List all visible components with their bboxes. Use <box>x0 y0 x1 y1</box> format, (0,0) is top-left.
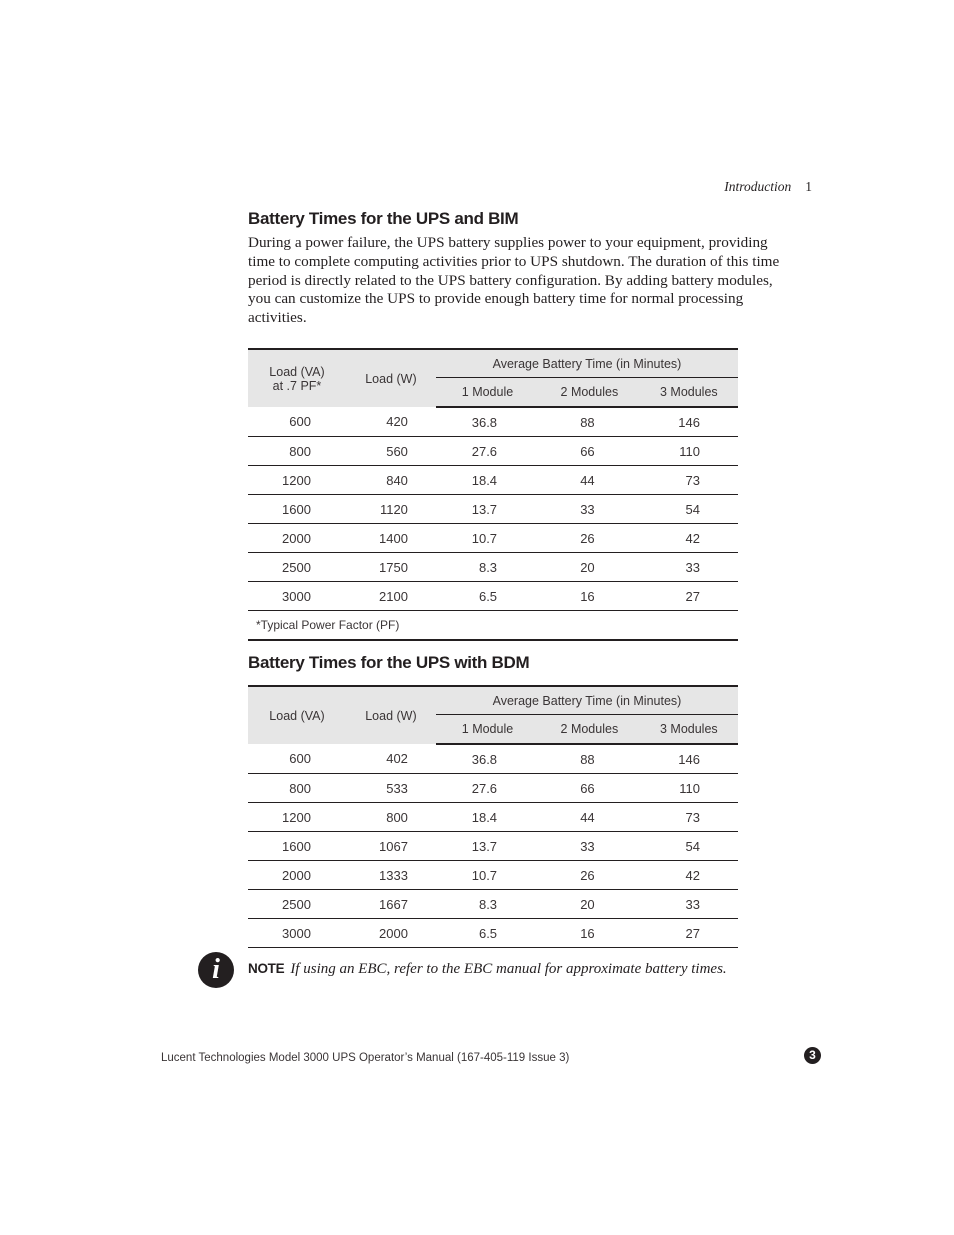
cell-load-w: 420 <box>346 407 436 437</box>
table-row <box>248 437 738 466</box>
cell-2-modules: 44 <box>539 803 640 832</box>
cell-load-va: 2000 <box>248 524 346 553</box>
cell-2-modules: 20 <box>539 890 640 919</box>
section-title-bim: Battery Times for the UPS and BIM <box>248 209 519 228</box>
cell-load-va: 800 <box>248 774 346 803</box>
table-row <box>248 466 738 495</box>
header-load-va: Load (VA) at .7 PF* <box>248 349 346 407</box>
table-row <box>248 803 738 832</box>
cell-2-modules: 44 <box>539 466 640 495</box>
header-average-battery-time: Average Battery Time (in Minutes) <box>436 686 738 715</box>
table-row <box>248 524 738 553</box>
cell-3-modules: 27 <box>640 582 738 611</box>
page-number: 3 <box>804 1047 821 1064</box>
table-row <box>248 832 738 861</box>
cell-load-w: 1400 <box>346 524 436 553</box>
battery-table-bim <box>248 348 738 641</box>
cell-load-w: 1120 <box>346 495 436 524</box>
cell-2-modules: 16 <box>539 919 640 948</box>
cell-load-va: 1200 <box>248 466 346 495</box>
table-row <box>248 890 738 919</box>
cell-1-module: 13.7 <box>436 832 539 861</box>
cell-load-w: 1067 <box>346 832 436 861</box>
cell-load-w: 402 <box>346 744 436 774</box>
table-body-bdm <box>248 744 738 948</box>
table-row <box>248 861 738 890</box>
cell-1-module: 6.5 <box>436 919 539 948</box>
cell-3-modules: 110 <box>640 437 738 466</box>
cell-1-module: 10.7 <box>436 861 539 890</box>
cell-1-module: 36.8 <box>436 744 539 774</box>
cell-3-modules: 54 <box>640 832 738 861</box>
running-head-chapter-number: 1 <box>805 179 812 194</box>
header-1-module: 1 Module <box>436 715 539 745</box>
cell-3-modules: 42 <box>640 524 738 553</box>
cell-2-modules: 26 <box>539 861 640 890</box>
cell-2-modules: 66 <box>539 437 640 466</box>
cell-2-modules: 88 <box>539 744 640 774</box>
cell-load-va: 800 <box>248 437 346 466</box>
cell-load-w: 1333 <box>346 861 436 890</box>
cell-load-w: 2000 <box>346 919 436 948</box>
cell-2-modules: 26 <box>539 524 640 553</box>
cell-1-module: 8.3 <box>436 890 539 919</box>
cell-3-modules: 73 <box>640 803 738 832</box>
cell-2-modules: 33 <box>539 832 640 861</box>
cell-load-w: 840 <box>346 466 436 495</box>
cell-1-module: 13.7 <box>436 495 539 524</box>
header-2-modules: 2 Modules <box>539 715 640 745</box>
cell-load-va: 2500 <box>248 890 346 919</box>
cell-load-va: 2000 <box>248 861 346 890</box>
cell-load-va: 1600 <box>248 832 346 861</box>
cell-load-w: 560 <box>346 437 436 466</box>
cell-3-modules: 27 <box>640 919 738 948</box>
intro-paragraph: During a power failure, the UPS battery supplies power to your equipment, providing time to complete computing activities prior to UPS shutdown. The duration of this time period is directly related to the UPS battery configuration. By adding battery modules, you can customize the UPS to provide enough battery time for normal processing activities. <box>248 234 780 327</box>
cell-2-modules: 16 <box>539 582 640 611</box>
cell-2-modules: 66 <box>539 774 640 803</box>
running-head <box>600 179 812 195</box>
header-1-module: 1 Module <box>436 378 539 408</box>
cell-load-w: 533 <box>346 774 436 803</box>
cell-1-module: 18.4 <box>436 803 539 832</box>
table-row <box>248 407 738 437</box>
header-load-w: Load (W) <box>346 349 436 407</box>
cell-load-w: 1750 <box>346 553 436 582</box>
table-row <box>248 582 738 611</box>
cell-load-va: 3000 <box>248 919 346 948</box>
section-title-bdm: Battery Times for the UPS with BDM <box>248 653 530 672</box>
header-average-battery-time: Average Battery Time (in Minutes) <box>436 349 738 378</box>
table-row <box>248 553 738 582</box>
cell-load-va: 600 <box>248 407 346 437</box>
table-row <box>248 774 738 803</box>
cell-1-module: 18.4 <box>436 466 539 495</box>
cell-1-module: 8.3 <box>436 553 539 582</box>
cell-load-va: 3000 <box>248 582 346 611</box>
note-text: If using an EBC, refer to the EBC manual for approximate battery times. <box>290 961 727 977</box>
cell-3-modules: 33 <box>640 890 738 919</box>
note <box>248 960 727 978</box>
header-load-va: Load (VA) <box>248 686 346 744</box>
cell-load-w: 1667 <box>346 890 436 919</box>
cell-1-module: 10.7 <box>436 524 539 553</box>
cell-load-w: 800 <box>346 803 436 832</box>
table-row <box>248 495 738 524</box>
cell-1-module: 36.8 <box>436 407 539 437</box>
cell-3-modules: 146 <box>640 744 738 774</box>
cell-2-modules: 20 <box>539 553 640 582</box>
cell-load-w: 2100 <box>346 582 436 611</box>
note-label: NOTE <box>248 961 285 976</box>
cell-load-va: 1200 <box>248 803 346 832</box>
cell-3-modules: 110 <box>640 774 738 803</box>
table-row <box>248 919 738 948</box>
running-head-chapter: Introduction <box>724 179 792 194</box>
header-load-w: Load (W) <box>346 686 436 744</box>
cell-2-modules: 88 <box>539 407 640 437</box>
cell-1-module: 27.6 <box>436 774 539 803</box>
cell-3-modules: 73 <box>640 466 738 495</box>
footer-text: Lucent Technologies Model 3000 UPS Operator’s Manual (167-405-119 Issue 3) <box>161 1052 570 1064</box>
cell-1-module: 6.5 <box>436 582 539 611</box>
header-3-modules: 3 Modules <box>640 378 738 408</box>
info-icon: i <box>198 952 234 988</box>
cell-load-va: 2500 <box>248 553 346 582</box>
cell-3-modules: 33 <box>640 553 738 582</box>
cell-2-modules: 33 <box>539 495 640 524</box>
cell-1-module: 27.6 <box>436 437 539 466</box>
header-2-modules: 2 Modules <box>539 378 640 408</box>
cell-3-modules: 54 <box>640 495 738 524</box>
table-footnote: *Typical Power Factor (PF) <box>248 611 738 641</box>
table-row <box>248 744 738 774</box>
cell-3-modules: 42 <box>640 861 738 890</box>
battery-table-bdm <box>248 685 738 948</box>
cell-load-va: 1600 <box>248 495 346 524</box>
cell-load-va: 600 <box>248 744 346 774</box>
header-3-modules: 3 Modules <box>640 715 738 745</box>
cell-3-modules: 146 <box>640 407 738 437</box>
table-body-bim <box>248 407 738 611</box>
